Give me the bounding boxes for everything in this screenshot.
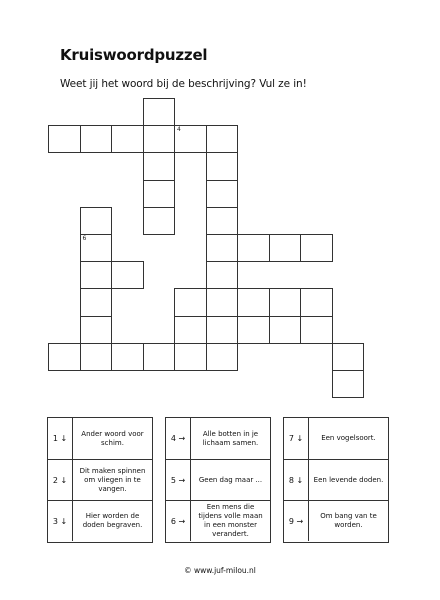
crossword-cell[interactable] (80, 343, 113, 371)
crossword-cell[interactable] (206, 125, 239, 153)
crossword-cell[interactable] (80, 125, 113, 153)
crossword-cell[interactable] (143, 180, 176, 208)
clue-text: Hier worden de doden begraven. (82, 512, 143, 529)
clue-row (166, 459, 270, 500)
crossword-cell[interactable] (143, 343, 176, 371)
crossword-cell[interactable] (332, 370, 365, 398)
crossword-cell[interactable] (143, 207, 176, 235)
clue-number: 3 ↓ (48, 501, 73, 541)
clue-table-2 (165, 417, 271, 543)
crossword-cell[interactable] (206, 288, 239, 316)
crossword-cell[interactable] (206, 316, 239, 344)
crossword-cell[interactable] (174, 288, 207, 316)
crossword-cell[interactable] (111, 125, 144, 153)
crossword-cell[interactable] (80, 234, 113, 262)
crossword-cell[interactable] (269, 288, 302, 316)
crossword-cell[interactable] (206, 261, 239, 289)
crossword-cell[interactable] (206, 207, 239, 235)
clue-row (48, 418, 152, 459)
crossword-cell[interactable] (111, 343, 144, 371)
crossword-cell[interactable] (174, 125, 207, 153)
clue-number: 1 ↓ (48, 418, 73, 459)
crossword-cell[interactable] (143, 152, 176, 180)
clue-row (166, 500, 270, 541)
crossword-cell[interactable] (111, 261, 144, 289)
crossword-cell[interactable] (300, 316, 333, 344)
crossword-cell[interactable] (48, 125, 81, 153)
crossword-cell[interactable] (206, 180, 239, 208)
clue-text: Een mens die tijdens volle maan in een monster verandert. (198, 503, 263, 538)
crossword-cell[interactable] (80, 207, 113, 235)
crossword-cell[interactable] (237, 316, 270, 344)
crossword-cell[interactable] (174, 343, 207, 371)
clue-number: 8 ↓ (284, 460, 309, 500)
crossword-cell[interactable] (48, 343, 81, 371)
clue-row (284, 418, 388, 459)
clue-number-label: 6 (82, 235, 87, 242)
clue-row (284, 459, 388, 500)
crossword-cell[interactable] (300, 288, 333, 316)
crossword-cell[interactable] (269, 316, 302, 344)
crossword-cell[interactable] (237, 288, 270, 316)
crossword-cell[interactable] (332, 343, 365, 371)
crossword-cell[interactable] (80, 316, 113, 344)
clue-text: Om bang van te worden. (320, 512, 377, 529)
crossword-cell[interactable] (237, 234, 270, 262)
clue-row (166, 418, 270, 459)
clue-number: 9 → (284, 501, 309, 541)
clue-row (284, 500, 388, 541)
clue-text: Een vogelsoort. (321, 434, 376, 442)
crossword-cell[interactable] (80, 261, 113, 289)
clue-row (48, 500, 152, 541)
clue-number: 6 → (166, 501, 191, 541)
crossword-cell[interactable] (206, 152, 239, 180)
crossword-cell[interactable] (269, 234, 302, 262)
clue-table-3 (283, 417, 389, 543)
clue-text: Geen dag maar ... (198, 475, 263, 484)
crossword-cell[interactable] (143, 98, 176, 126)
clue-text: Dit maken spinnen om vliegen in te vangen. (79, 466, 146, 493)
page-title: Kruiswoordpuzzel (60, 46, 208, 64)
crossword-cell[interactable] (206, 234, 239, 262)
clue-text: Een levende doden. (313, 475, 384, 484)
clue-number: 4 → (166, 418, 191, 459)
clue-number: 7 ↓ (284, 418, 309, 459)
clue-table-1 (47, 417, 153, 543)
copyright-footer: © www.juf-milou.nl (184, 566, 256, 575)
clue-number: 5 → (166, 460, 191, 500)
clue-number: 2 ↓ (48, 460, 73, 500)
crossword-cell[interactable] (174, 316, 207, 344)
crossword-cell[interactable] (300, 234, 333, 262)
crossword-cell[interactable] (143, 125, 176, 153)
crossword-cell[interactable] (80, 288, 113, 316)
crossword-cell[interactable] (206, 343, 239, 371)
clue-text: Ander woord voor schim. (81, 429, 144, 447)
clue-row (48, 459, 152, 500)
instruction-text: Weet jij het woord bij de beschrijving? Vul ze in! (60, 78, 307, 90)
clue-number-label: 4 (177, 126, 181, 134)
clue-text: Alle botten in je lichaam samen. (202, 429, 259, 447)
